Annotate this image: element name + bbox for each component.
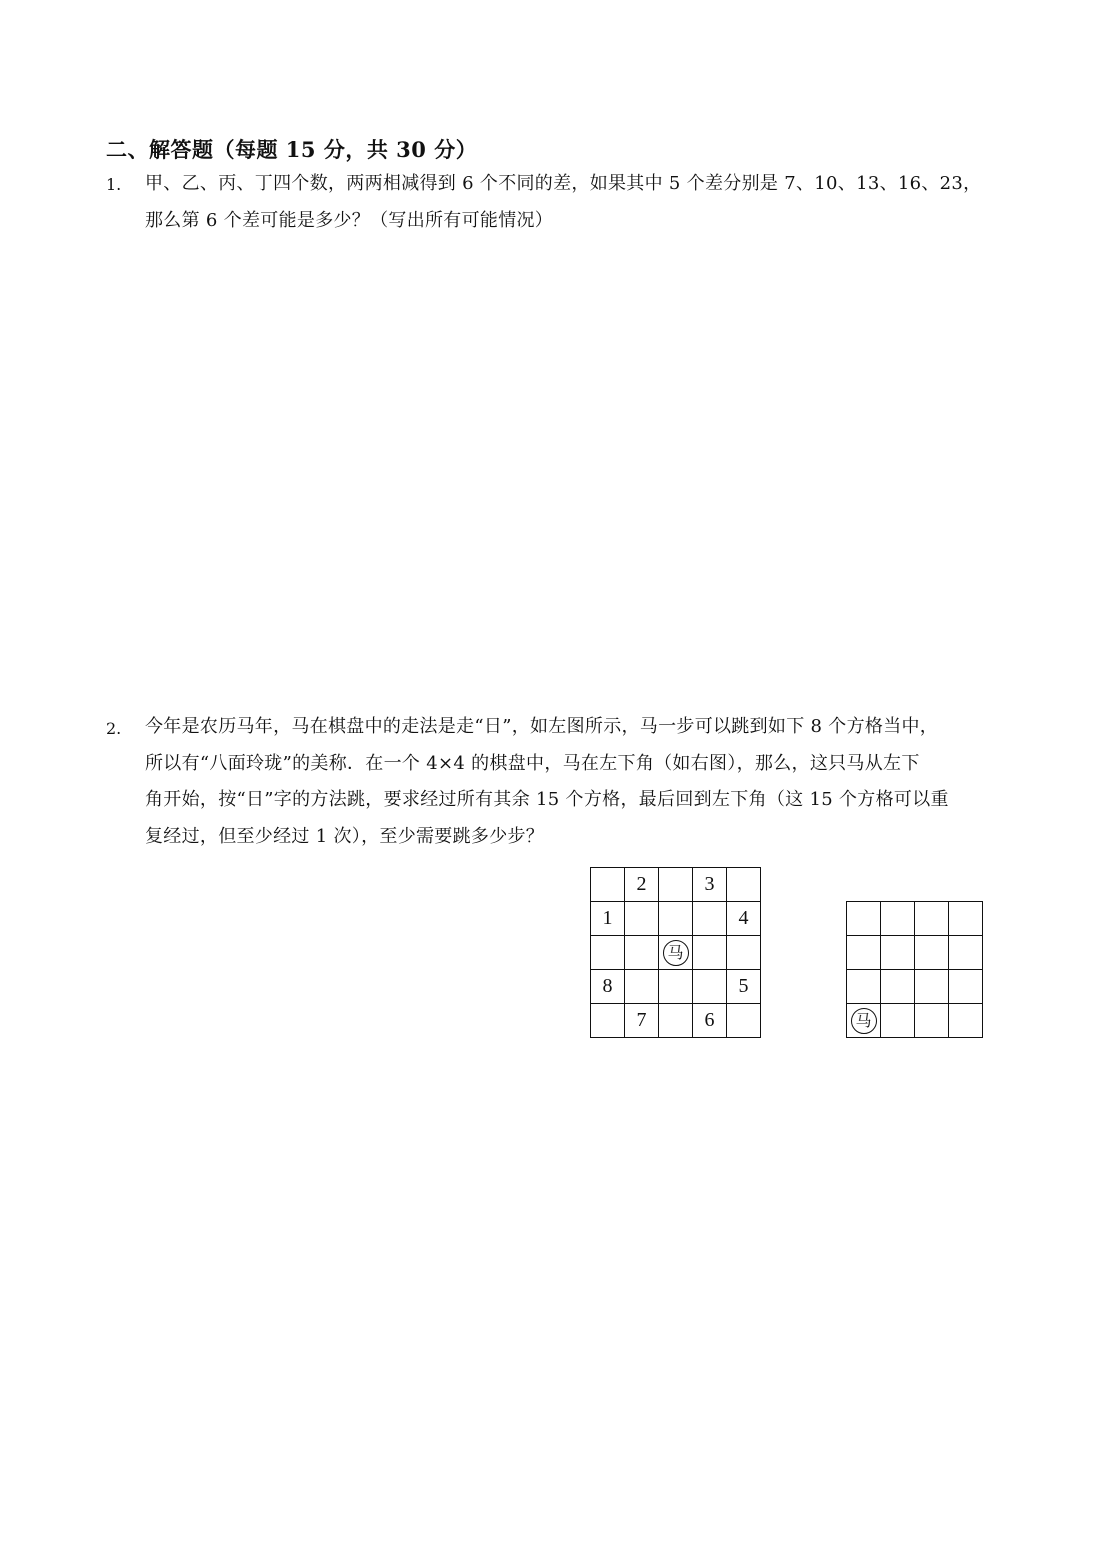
question-line: 甲、乙、丙、丁四个数，两两相减得到 6 个不同的差，如果其中 5 个差分别是 7、10、13、16、23， — [145, 173, 982, 194]
question-2 — [106, 709, 1006, 855]
board-cell — [726, 901, 760, 935]
board-cell — [880, 935, 914, 969]
question-1 — [106, 166, 1006, 239]
board-cell — [658, 935, 692, 969]
question-number: 2. — [106, 719, 122, 738]
board-cell — [590, 901, 624, 935]
board-cell — [846, 969, 880, 1003]
question-line: 复经过，但至少经过 1 次），至少需要跳多少步？ — [145, 825, 545, 847]
question-number: 1. — [106, 175, 122, 194]
question-line: 角开始，按“日”字的方法跳，要求经过所有其余 15 个方格，最后回到左下角（这 15 个方格可以重 — [145, 789, 949, 810]
board-cell — [948, 901, 982, 935]
board-cell — [658, 1003, 692, 1037]
board-cell — [880, 969, 914, 1003]
board-cell — [624, 1003, 658, 1037]
board-cell — [658, 969, 692, 1003]
question-text — [145, 166, 1006, 239]
four-by-four-board — [846, 901, 983, 1038]
board-cell — [726, 867, 760, 901]
board-cell — [692, 1003, 726, 1037]
board-cell — [692, 901, 726, 935]
board-cell — [624, 867, 658, 901]
board-cell — [624, 935, 658, 969]
board-cell — [726, 1003, 760, 1037]
board-cell — [590, 867, 624, 901]
board-cell — [624, 901, 658, 935]
cell-label: 7 — [636, 1009, 647, 1031]
board-cell — [624, 969, 658, 1003]
board-cell — [880, 901, 914, 935]
board-cell — [658, 901, 692, 935]
cell-label: 5 — [738, 975, 749, 997]
board-cell — [846, 901, 880, 935]
cell-label: 1 — [602, 907, 613, 929]
cell-label: 8 — [602, 975, 613, 997]
board-cell — [590, 935, 624, 969]
cell-label: 6 — [704, 1009, 715, 1031]
cell-label: 2 — [636, 873, 647, 895]
question-line: 所以有“八面玲珑”的美称．在一个 4×4 的棋盘中，马在左下角（如右图），那么，这只马从左下 — [145, 752, 920, 774]
board-cell — [948, 969, 982, 1003]
board-cell — [914, 901, 948, 935]
horse-piece: 马 — [663, 940, 689, 966]
board-cell — [914, 1003, 948, 1037]
board-cell — [590, 1003, 624, 1037]
knight-moves-board — [590, 867, 761, 1038]
board-cell — [590, 969, 624, 1003]
board-cell — [846, 1003, 880, 1037]
board-cell — [914, 935, 948, 969]
question-text — [145, 709, 1006, 855]
board-cell — [726, 935, 760, 969]
board-cell — [948, 1003, 982, 1037]
board-cell — [948, 935, 982, 969]
board-cell — [692, 867, 726, 901]
board-cell — [726, 969, 760, 1003]
cell-label: 4 — [738, 907, 749, 929]
section-title: 二、解答题（每题 15 分，共 30 分） — [106, 137, 478, 162]
question-line: 今年是农历马年，马在棋盘中的走法是走“日”，如左图所示，马一步可以跳到如下 8 个方格当中， — [145, 716, 939, 737]
board-cell — [658, 867, 692, 901]
cell-label: 3 — [704, 873, 715, 895]
board-cell — [880, 1003, 914, 1037]
board-cell — [692, 969, 726, 1003]
board-cell — [692, 935, 726, 969]
board-cell — [914, 969, 948, 1003]
board-cell — [846, 935, 880, 969]
horse-piece: 马 — [851, 1008, 877, 1034]
question-line: 那么第 6 个差可能是多少？（写出所有可能情况） — [145, 209, 554, 231]
